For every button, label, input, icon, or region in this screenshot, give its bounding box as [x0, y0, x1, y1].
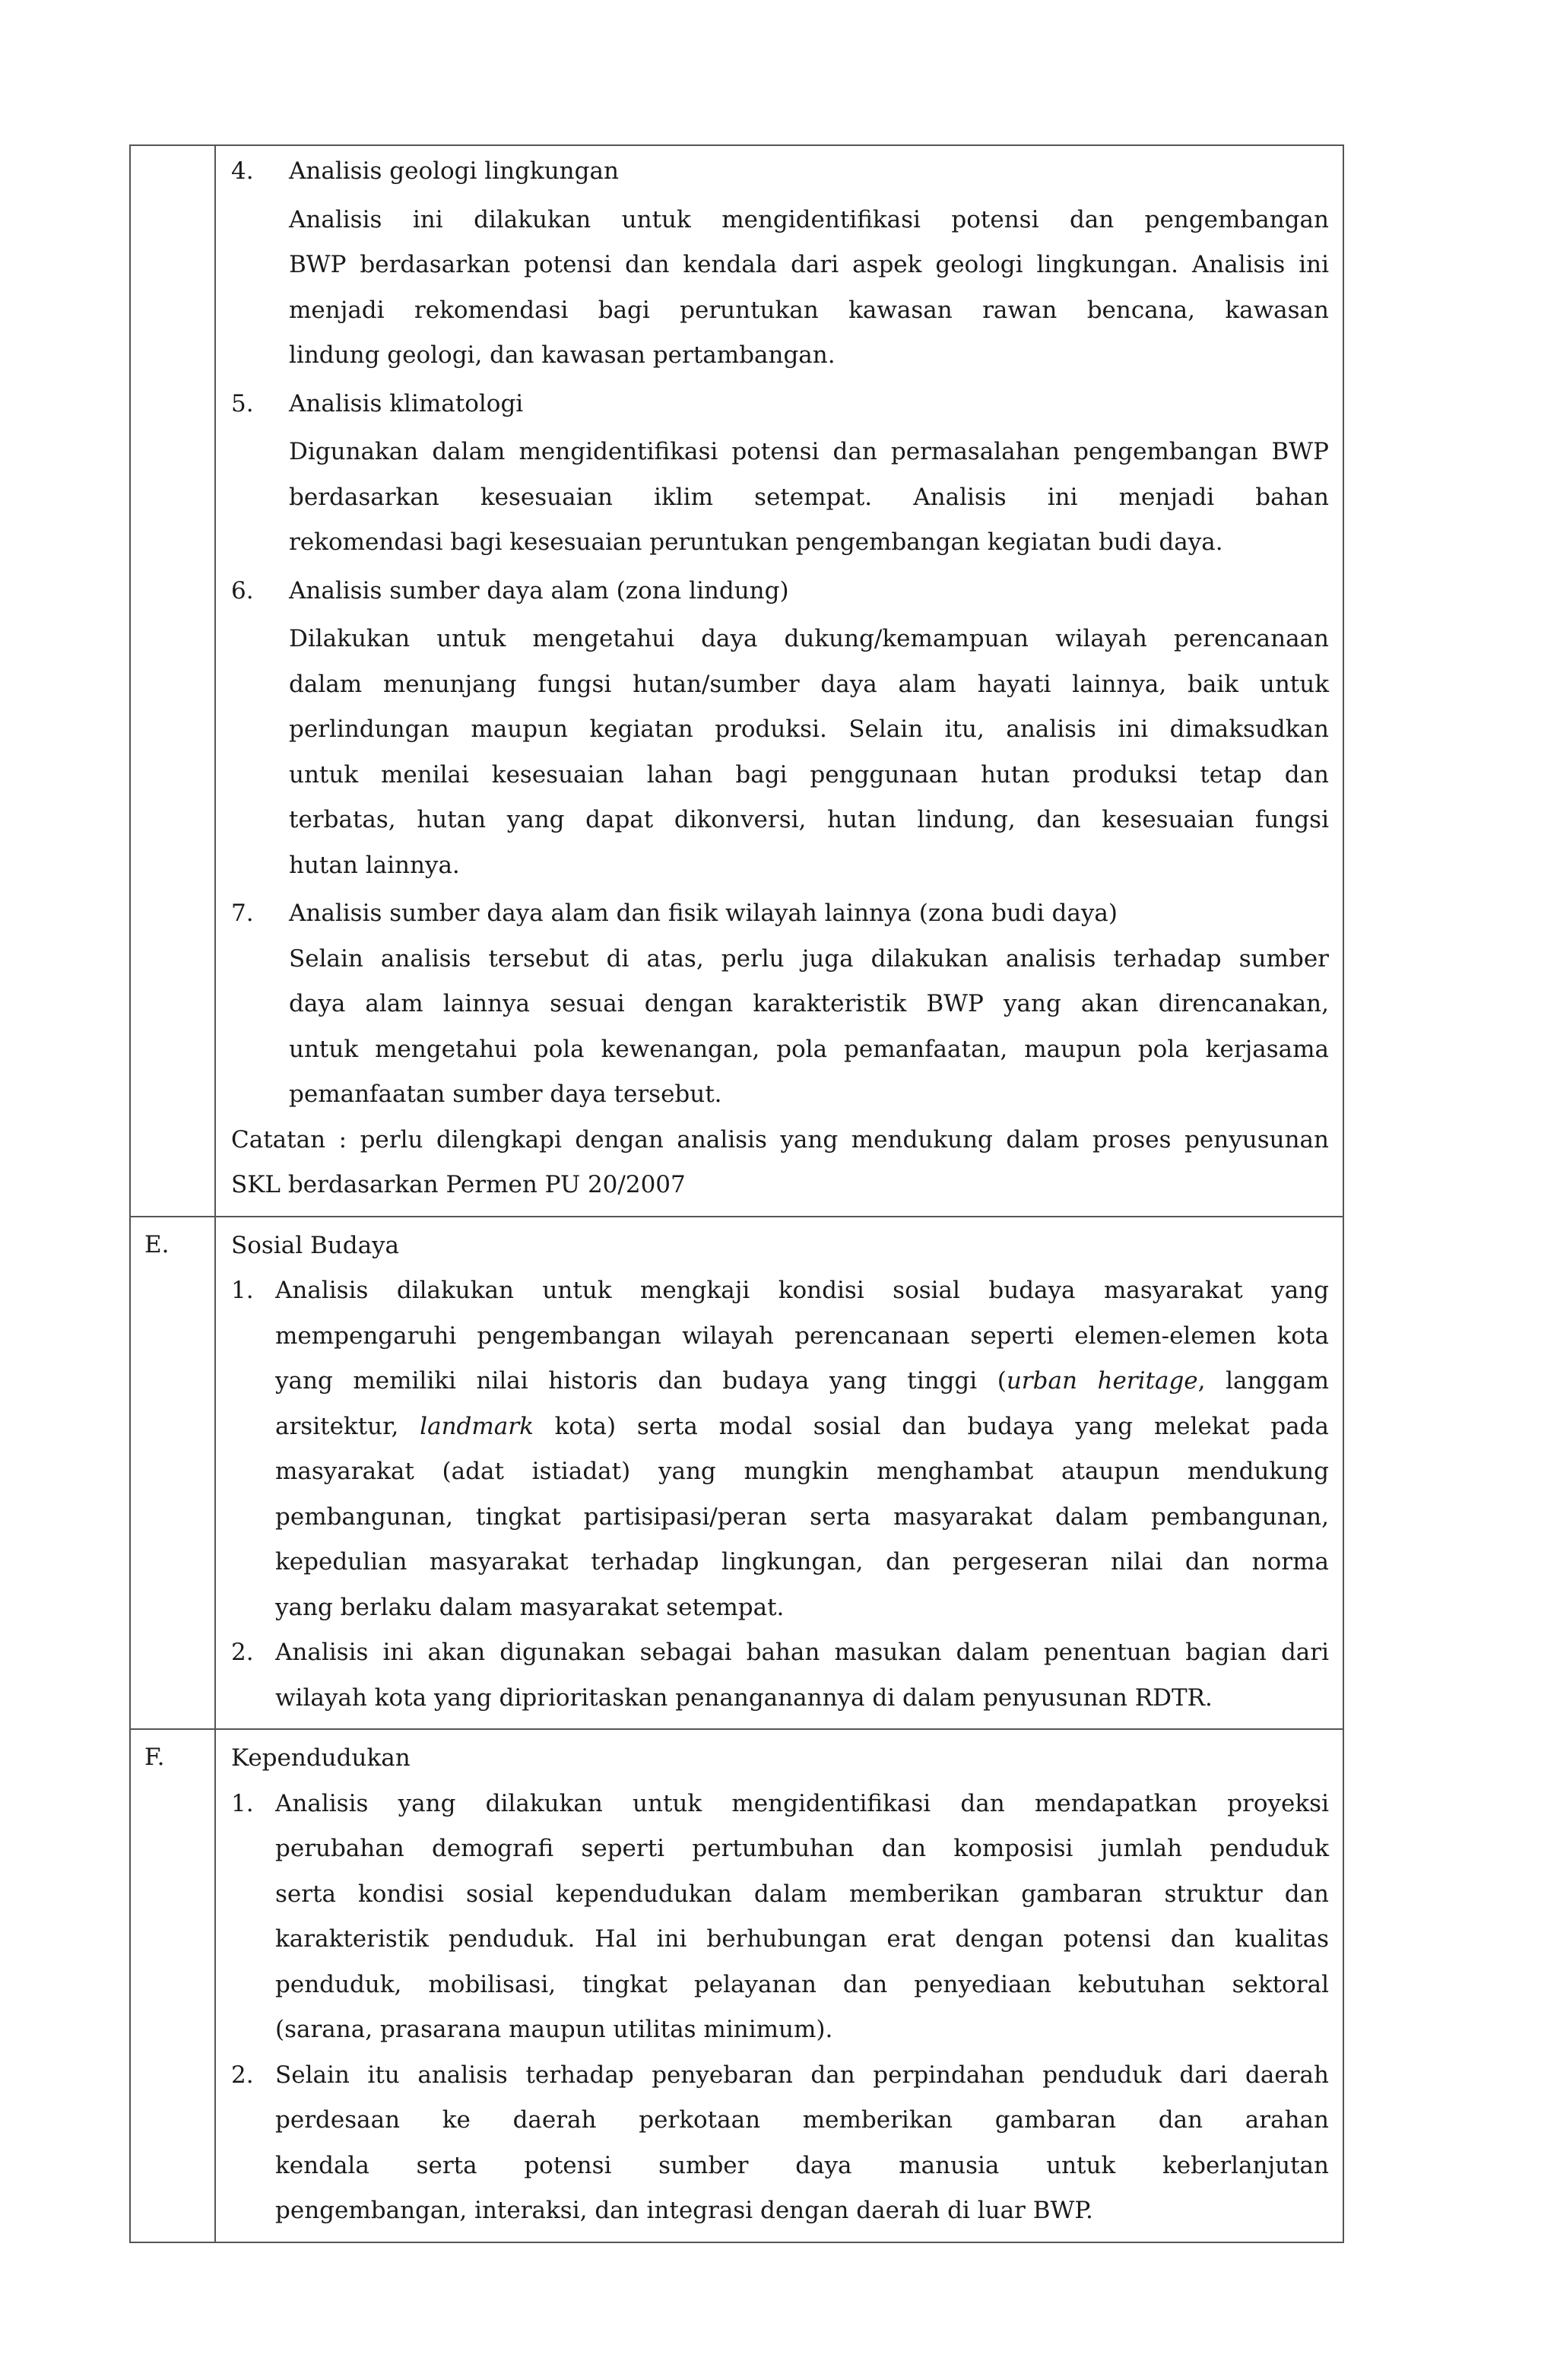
- table-row-e: [130, 1217, 1343, 1730]
- paragraph-line: lindung geologi, dan kawasan pertambangan.: [289, 341, 836, 369]
- paragraph-line: BWP berdasarkan potensi dan kendala dari aspek geologi lingkungan. Analisis ini: [289, 251, 1329, 278]
- item-number: 4.: [231, 157, 254, 185]
- note-line: Catatan : perlu dilengkapi dengan analisis yang mendukung dalam proses penyusunan: [231, 1125, 1329, 1154]
- table-row-d: [130, 145, 1343, 1217]
- row-label: F.: [144, 1744, 165, 1771]
- paragraph-line: perdesaan ke daerah perkotaan memberikan gambaran dan arahan: [275, 2106, 1329, 2134]
- paragraph-line: Selain analisis tersebut di atas, perlu juga dilakukan analisis terhadap sumber: [289, 944, 1329, 973]
- paragraph-line: Dilakukan untuk mengetahui daya dukung/kemampuan wilayah perencanaan: [289, 625, 1329, 652]
- paragraph-line: Analisis ini akan digunakan sebagai bahan masukan dalam penentuan bagian dari: [275, 1639, 1329, 1666]
- paragraph-line: perlindungan maupun kegiatan produksi. Selain itu, analisis ini dimaksudkan: [289, 716, 1329, 743]
- paragraph-line: masyarakat (adat istiadat) yang mungkin menghambat ataupun mendukung: [275, 1458, 1329, 1485]
- paragraph-line: untuk menilai kesesuaian lahan bagi penggunaan hutan produksi tetap dan: [289, 760, 1329, 789]
- row-label: [131, 146, 214, 163]
- section-title: Sosial Budaya: [231, 1231, 400, 1259]
- section-title: Kependudukan: [231, 1744, 411, 1772]
- paragraph-line: perubahan demografi seperti pertumbuhan dan komposisi jumlah penduduk: [275, 1835, 1329, 1862]
- paragraph-line: Analisis ini dilakukan untuk mengidentifikasi potensi dan pengembangan: [289, 205, 1329, 233]
- paragraph-line: menjadi rekomendasi bagi peruntukan kawasan rawan bencana, kawasan: [289, 296, 1329, 324]
- list-item: [231, 891, 1329, 937]
- paragraph-line: mempengaruhi pengembangan wilayah perencanaan seperti elemen-elemen kota: [275, 1322, 1329, 1350]
- row-label: E.: [144, 1230, 170, 1258]
- list-item: [231, 149, 1329, 195]
- item-title: Analisis sumber daya alam dan fisik wilayah lainnya (zona budi daya): [289, 900, 1118, 927]
- item-title: Analisis sumber daya alam (zona lindung): [289, 576, 789, 605]
- paragraph-line: Selain itu analisis terhadap penyebaran dan perpindahan penduduk dari daerah: [275, 2061, 1329, 2089]
- paragraph-line: serta kondisi sosial kependudukan dalam memberikan gambaran struktur dan: [275, 1880, 1329, 1908]
- paragraph-line: wilayah kota yang diprioritaskan penanganannya di dalam penyusunan RDTR.: [275, 1683, 1213, 1712]
- row-label-cell: [130, 145, 215, 1217]
- item-number: 6.: [231, 576, 254, 605]
- list-item: [231, 569, 1329, 614]
- item-title: Analisis klimatologi: [289, 389, 524, 417]
- paragraph-line: daya alam lainnya sesuai dengan karakteristik BWP yang akan direncanakan,: [289, 990, 1329, 1017]
- paragraph-line: rekomendasi bagi kesesuaian peruntukan pengembangan kegiatan budi daya.: [289, 528, 1223, 556]
- paragraph-line: dalam menunjang fungsi hutan/sumber daya alam hayati lainnya, baik untuk: [289, 670, 1329, 698]
- paragraph-line: penduduk, mobilisasi, tingkat pelayanan dan penyediaan kebutuhan sektoral: [275, 1970, 1329, 1998]
- item-number: 1.: [231, 1789, 254, 1817]
- item-number: 2.: [231, 2061, 254, 2089]
- item-title: Analisis geologi lingkungan: [289, 157, 619, 185]
- paragraph-line: kepedulian masyarakat terhadap lingkungan, dan pergeseran nilai dan norma: [275, 1548, 1329, 1576]
- paragraph-line: Digunakan dalam mengidentifikasi potensi dan permasalahan pengembangan BWP: [289, 438, 1329, 465]
- list-item: [231, 1782, 1329, 1827]
- paragraph-line: karakteristik penduduk. Hal ini berhubungan erat dengan potensi dan kualitas: [275, 1925, 1329, 1953]
- row-label-cell: [130, 1729, 215, 2242]
- paragraph-line: (sarana, prasarana maupun utilitas minimum).: [275, 2016, 833, 2043]
- italic-term: landmark: [420, 1412, 534, 1440]
- paragraph-line: yang berlaku dalam masyarakat setempat.: [275, 1593, 785, 1621]
- paragraph-line: Analisis yang dilakukan untuk mengidentifikasi dan mendapatkan proyeksi: [275, 1789, 1329, 1817]
- row-content-cell: [215, 1217, 1343, 1730]
- item-number: 1.: [231, 1277, 254, 1304]
- paragraph-line: yang memiliki nilai historis dan budaya yang tinggi (urban heritage, langgam: [275, 1367, 1329, 1395]
- list-item: [231, 2053, 1329, 2099]
- content-table: [129, 144, 1344, 2243]
- list-item: [231, 382, 1329, 427]
- paragraph-line: pembangunan, tingkat partisipasi/peran serta masyarakat dalam pembangunan,: [275, 1503, 1329, 1531]
- paragraph-line: kendala serta potensi sumber daya manusia untuk keberlanjutan: [275, 2151, 1329, 2179]
- paragraph-line: arsitektur, landmark kota) serta modal sosial dan budaya yang melekat pada: [275, 1412, 1329, 1440]
- list-item: [231, 1268, 1329, 1314]
- paragraph-line: hutan lainnya.: [289, 851, 460, 879]
- item-number: 2.: [231, 1639, 254, 1666]
- item-number: 7.: [231, 900, 254, 927]
- paragraph-line: Analisis dilakukan untuk mengkaji kondisi sosial budaya masyarakat yang: [275, 1277, 1329, 1304]
- paragraph-line: pengembangan, interaksi, dan integrasi dengan daerah di luar BWP.: [275, 2197, 1093, 2224]
- item-number: 5.: [231, 389, 254, 417]
- row-content-cell: [215, 1729, 1343, 2242]
- note-line: SKL berdasarkan Permen PU 20/2007: [231, 1171, 686, 1198]
- paragraph-line: pemanfaatan sumber daya tersebut.: [289, 1081, 722, 1108]
- row-label-cell: [130, 1217, 215, 1730]
- table-row-f: [130, 1729, 1343, 2242]
- paragraph-line: untuk mengetahui pola kewenangan, pola pemanfaatan, maupun pola kerjasama: [289, 1035, 1329, 1063]
- list-item: [231, 1630, 1329, 1676]
- paragraph-line: terbatas, hutan yang dapat dikonversi, hutan lindung, dan kesesuaian fungsi: [289, 806, 1329, 833]
- italic-term: urban heritage: [1006, 1367, 1198, 1395]
- paragraph-line: berdasarkan kesesuaian iklim setempat. Analisis ini menjadi bahan: [289, 483, 1329, 511]
- row-content-cell: [215, 145, 1343, 1217]
